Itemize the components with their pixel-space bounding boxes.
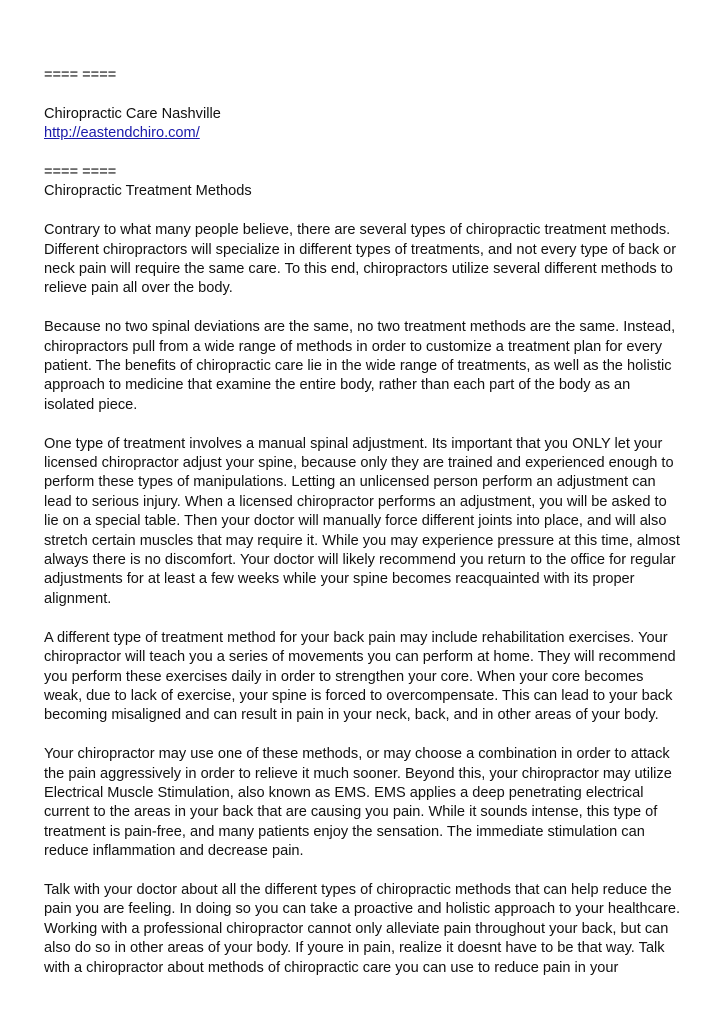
paragraph-line: neck pain will require the same care. To this end, chiropractors utilize several different methods to (44, 261, 673, 278)
paragraph-line: chiropractor will teach you a series of movements you can perform at home. They will recommend (44, 649, 676, 666)
document-page (44, 66, 689, 997)
paragraph-line: lie on a special table. Then your doctor will manually force different joints into place, and will also (44, 513, 667, 530)
paragraph-line: the pain aggressively in order to relieve it much sooner. Beyond this, your chiropractor may utilize (44, 765, 672, 782)
paragraph-line: approach to medicine that examine the entire body, rather than each part of the body as an (44, 377, 631, 394)
spacer (44, 144, 689, 163)
paragraph-line: treatment is pain-free, and many patients enjoy the sensation. The immediate stimulation can (44, 823, 645, 840)
paragraph-line: Electrical Muscle Stimulation, also known as EMS. EMS applies a deep penetrating electrical (44, 784, 644, 801)
paragraph-line: perform these types of manipulations. Letting an unlicensed person perform an adjustment can (44, 474, 656, 491)
separator-top: ==== ==== (44, 67, 117, 83)
spacer (44, 202, 689, 221)
paragraph-line: current to the areas in your back that are causing you pain. While it sounds intense, this type of (44, 804, 658, 821)
paragraph-line: relieve pain all over the body. (44, 280, 233, 297)
site-title: Chiropractic Care Nashville (44, 105, 221, 122)
article-paragraph (44, 435, 689, 610)
paragraph-line: Working with a professional chiropractor cannot only alleviate pain throughout your back, but can (44, 920, 669, 937)
article-paragraph (44, 881, 689, 978)
paragraph-line: also do so in other areas of your body. If youre in pain, realize it doesnt have to be that way. Talk (44, 940, 665, 957)
paragraph-line: you perform these exercises daily in order to strengthen your core. When your core becomes (44, 668, 644, 685)
article-title: Chiropractic Treatment Methods (44, 183, 252, 200)
paragraph-line: with a chiropractor about methods of chiropractic care you can use to reduce pain in your (44, 959, 619, 976)
paragraph-line: always there is no discomfort. Your doctor will likely recommend you return to the office for regular (44, 552, 676, 569)
separator-bottom: ==== ==== (44, 164, 117, 180)
article-paragraph (44, 318, 689, 415)
paragraph-line: Talk with your doctor about all the different types of chiropractic methods that can help reduce the (44, 881, 672, 898)
article-paragraph (44, 629, 689, 726)
paragraph-line: patient. The benefits of chiropractic care lie in the wide range of treatments, as well as the holistic (44, 358, 672, 375)
paragraph-line: A different type of treatment method for your back pain may include rehabilitation exercises. Your (44, 629, 668, 646)
paragraph-line: lead to serious injury. When a licensed chiropractor performs an adjustment, you will be asked to (44, 493, 667, 510)
paragraph-line: Your chiropractor may use one of these methods, or may choose a combination in order to attack (44, 746, 670, 763)
paragraph-line: alignment. (44, 590, 112, 607)
paragraph-line: adjustments for at least a few weeks while your spine becomes reacquainted with its proper (44, 571, 635, 588)
paragraph-line: pain you are feeling. In doing so you can take a proactive and holistic approach to your healthcare. (44, 901, 681, 918)
paragraph-line: becoming misaligned and can result in pain in your neck, back, and in other areas of your body. (44, 707, 659, 724)
paragraph-line: Contrary to what many people believe, there are several types of chiropractic treatment methods. (44, 222, 671, 239)
spacer (44, 85, 689, 104)
paragraph-line: Because no two spinal deviations are the same, no two treatment methods are the same. Instead, (44, 319, 676, 336)
site-url-link[interactable]: http://eastendchiro.com/ (44, 125, 200, 142)
article-paragraph (44, 221, 689, 299)
paragraph-line: reduce inflammation and decrease pain. (44, 843, 304, 860)
article-paragraph (44, 745, 689, 861)
paragraph-line: weak, due to lack of exercise, your spine is forced to overcompensate. This can lead to your back (44, 687, 673, 704)
paragraph-line: One type of treatment involves a manual spinal adjustment. Its important that you ONLY let your (44, 435, 663, 452)
paragraph-line: isolated piece. (44, 396, 138, 413)
paragraph-line: chiropractors pull from a wide range of methods in order to customize a treatment plan for every (44, 338, 663, 355)
paragraph-line: stretch certain muscles that may require it. While you may experience pressure at this time, almost (44, 532, 680, 549)
paragraph-line: Different chiropractors will specialize in different types of treatments, and not every type of back or (44, 241, 677, 258)
paragraph-line: licensed chiropractor adjust your spine, because only they are trained and experienced enough to (44, 455, 674, 472)
